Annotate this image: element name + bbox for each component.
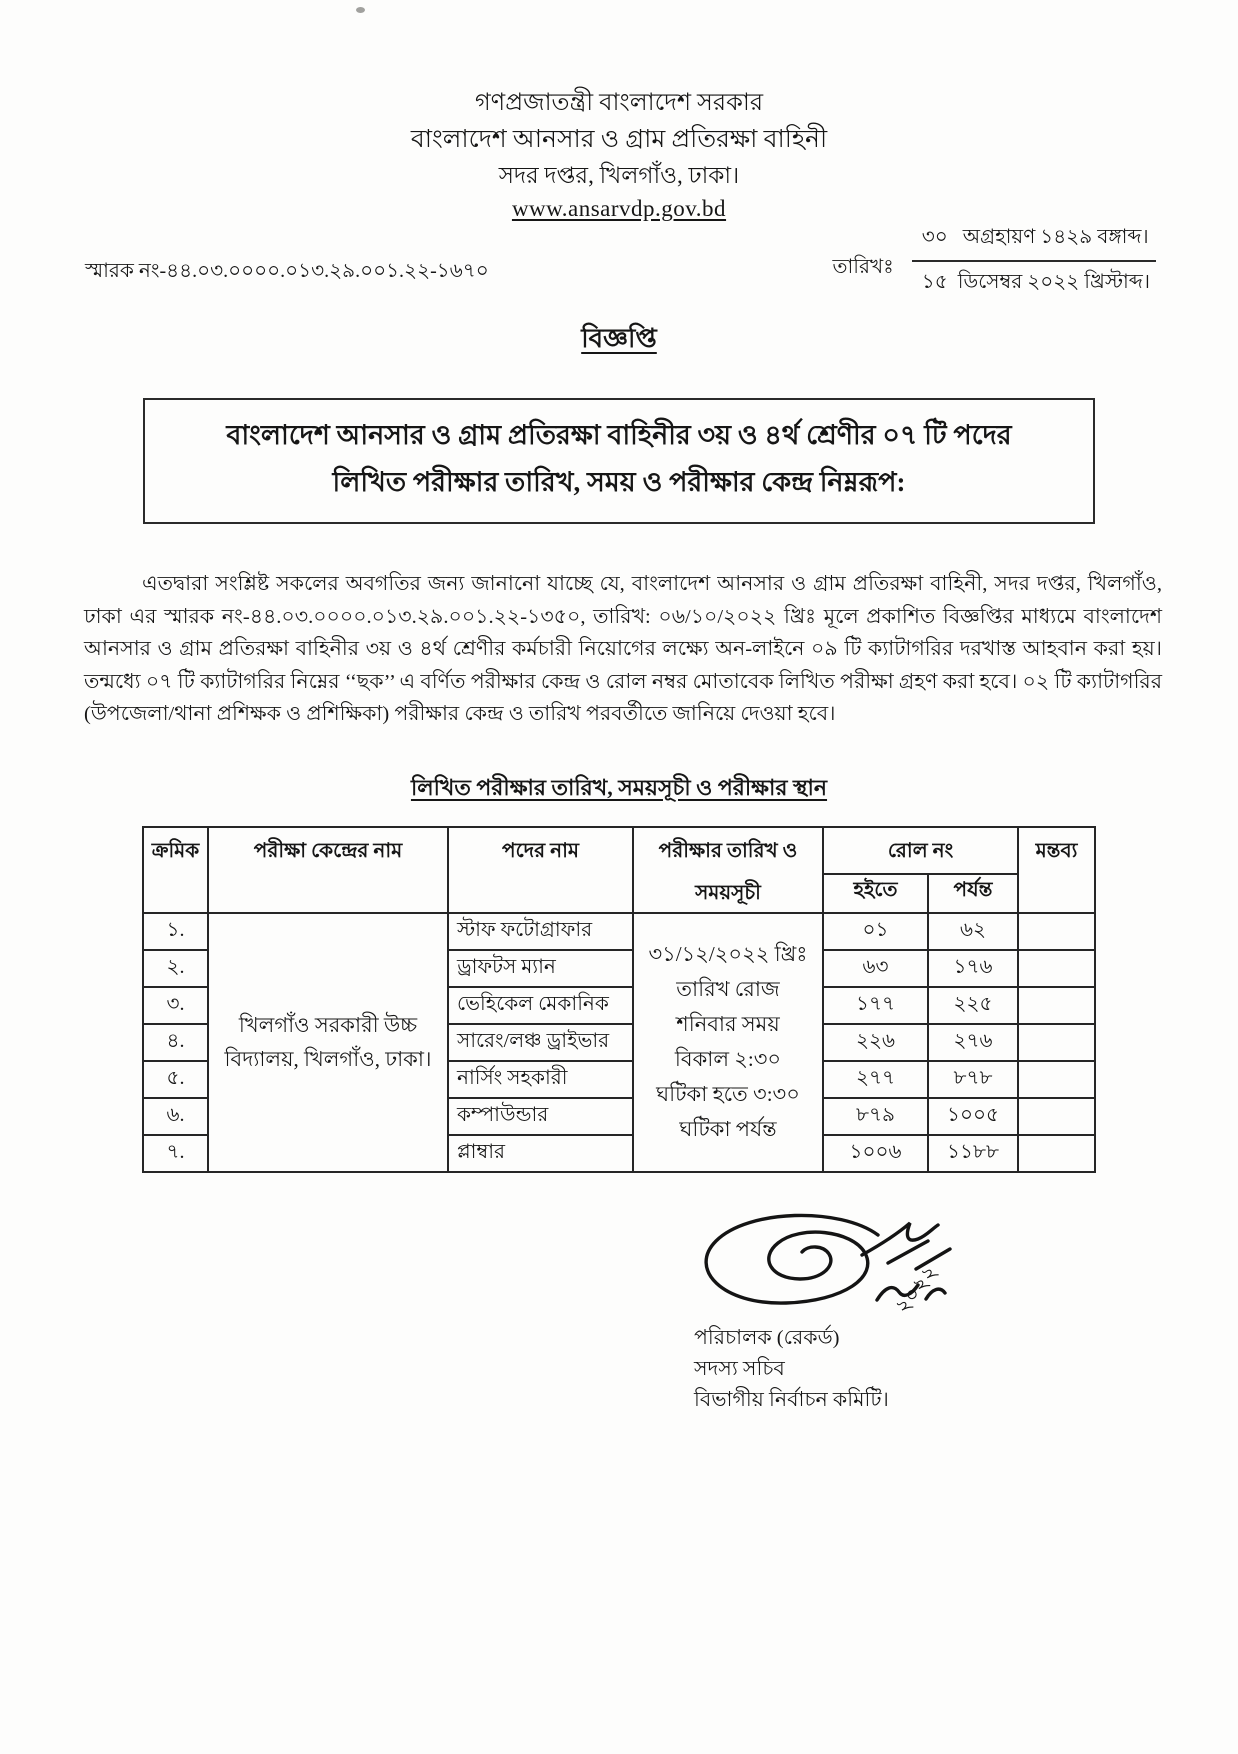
organization-name: বাংলাদেশ আনসার ও গ্রাম প্রতিরক্ষা বাহিনী <box>410 126 828 153</box>
roll-to-cell: ২৭৬ <box>928 1024 1018 1061</box>
memo-number: স্মারক নং-৪৪.০৩.০০০০.০১৩.২৯.০০১.২২-১৬৭০ <box>85 260 489 282</box>
date-label: তারিখঃ <box>832 255 894 278</box>
post-name-cell: ড্রাফটস ম্যান <box>448 950 633 987</box>
header-roll: রোল নং <box>823 827 1018 874</box>
notice-title: বিজ্ঞপ্তি <box>581 324 657 353</box>
roll-from-cell: ২২৬ <box>823 1024 928 1061</box>
schedule-cell: ৩১/১২/২০২২ খ্রিঃ তারিখ রোজ শনিবার সময় বিকাল ২:৩০ ঘটিকা হতে ৩:৩০ ঘটিকা পর্যন্ত <box>633 913 823 1172</box>
post-name-cell: কম্পাউন্ডার <box>448 1098 633 1135</box>
post-name-cell: ভেহিকেল মেকানিক <box>448 987 633 1024</box>
date-block <box>832 222 1156 300</box>
header-roll-from: হইতে <box>823 874 928 913</box>
subject-line-1: বাংলাদেশ আনসার ও গ্রাম প্রতিরক্ষা বাহিনীর ৩য় ও ৪র্থ শ্রেণীর ০৭ টি পদের <box>226 420 1012 450</box>
roll-to-cell: ১০০৫ <box>928 1098 1018 1135</box>
signatory-designation <box>694 1323 889 1416</box>
table-section-title: লিখিত পরীক্ষার তারিখ, সময়সূচী ও পরীক্ষার স্থান <box>410 774 828 800</box>
memo-date-row <box>0 226 1238 308</box>
header-post-name: পদের নাম <box>448 827 633 913</box>
header-serial: ক্রমিক <box>143 827 208 913</box>
header-exam-center: পরীক্ষা কেন্দ্রের নাম <box>208 827 448 913</box>
table-header-row-1 <box>143 827 1095 874</box>
post-name-cell: প্লাম্বার <box>448 1135 633 1172</box>
date-stack <box>912 222 1156 300</box>
roll-to-cell: ১৭৬ <box>928 950 1018 987</box>
roll-to-cell: ৮৭৮ <box>928 1061 1018 1098</box>
date-gregorian-calendar: ১৫ ডিসেম্বর ২০২২ খ্রিস্টাব্দ। <box>921 271 1150 293</box>
date-bangla-calendar: ৩০ অগ্রহায়ণ ১৪২৯ বঙ্গাব্দ। <box>912 222 1156 262</box>
remarks-cell <box>1018 987 1095 1024</box>
signature-year: ২০২২ <box>890 1259 943 1318</box>
remarks-cell <box>1018 1098 1095 1135</box>
roll-from-cell: ১০০৬ <box>823 1135 928 1172</box>
post-name-cell: নার্সিং সহকারী <box>448 1061 633 1098</box>
subject-box <box>143 398 1095 524</box>
designation-line-3: বিভাগীয় নির্বাচন কমিটি। <box>694 1388 889 1411</box>
header-remarks: মন্তব্য <box>1018 827 1095 913</box>
header-schedule <box>633 827 823 913</box>
remarks-cell <box>1018 913 1095 950</box>
roll-from-cell: ০১ <box>823 913 928 950</box>
roll-from-cell: ৮৭৯ <box>823 1098 928 1135</box>
remarks-cell <box>1018 1024 1095 1061</box>
subject-line-2: লিখিত পরীক্ষার তারিখ, সময় ও পরীক্ষার কেন্দ্র নিম্নরূপ: <box>332 467 906 497</box>
table-row <box>143 913 1095 950</box>
post-name-cell: সারেং/লঞ্চ ড্রাইভার <box>448 1024 633 1061</box>
designation-line-1: পরিচালক (রেকর্ড) <box>694 1326 840 1349</box>
scan-artifact-dot <box>356 7 365 13</box>
exam-schedule-table <box>142 826 1096 1173</box>
roll-to-cell: ৬২ <box>928 913 1018 950</box>
remarks-cell <box>1018 950 1095 987</box>
roll-from-cell: ২৭৭ <box>823 1061 928 1098</box>
remarks-cell <box>1018 1061 1095 1098</box>
serial-cell: ৩. <box>143 987 208 1024</box>
post-name-cell: স্টাফ ফটোগ্রাফার <box>448 913 633 950</box>
exam-center-cell: খিলগাঁও সরকারী উচ্চ বিদ্যালয়, খিলগাঁও, ঢাকা। <box>208 913 448 1172</box>
serial-cell: ৭. <box>143 1135 208 1172</box>
serial-cell: ৫. <box>143 1061 208 1098</box>
website-url: www.ansarvdp.gov.bd <box>511 196 727 221</box>
signature-block <box>0 1201 1238 1461</box>
serial-cell: ১. <box>143 913 208 950</box>
body-paragraph: এতদ্বারা সংশ্লিষ্ট সকলের অবগতির জন্য জানানো যাচ্ছে যে, বাংলাদেশ আনসার ও গ্রাম প্রতিরক্ষা বাহিনী, সদর দপ্তর, খিলগাঁও, ঢাকা এর স্মারক নং-৪৪.০৩.০০০০.০১৩.২৯.০০১.২২-১৩৫০, তারিখ: ০৬/১০/২০২২ খ্রিঃ মূলে প্রকাশিত বিজ্ঞপ্তির মাধ্যমে বাংলাদেশ আনসার ও গ্রাম প্রতিরক্ষা বাহিনীর ৩য় ও ৪র্থ শ্রেণীর কর্মচারী নিয়োগের লক্ষ্যে অন-লাইনে ০৯ টি ক্যাটাগরির দরখাস্ত আহবান করা হয়। তন্মধ্যে ০৭ টি ক্যাটাগরির নিম্নের ‘‘ছক’’ এ বর্ণিত পরীক্ষার কেন্দ্র ও রোল নম্বর মোতাবেক লিখিত পরীক্ষা গ্রহণ করা হবে। ০২ টি ক্যাটাগরির (উপজেলা/থানা প্রশিক্ষক ও প্রশিক্ষিকা) পরীক্ষার কেন্দ্র ও তারিখ পরবর্তীতে জানিয়ে দেওয়া হবে। <box>84 573 1162 725</box>
designation-line-2: সদস্য সচিব <box>694 1357 785 1380</box>
government-name: গণপ্রজাতন্ত্রী বাংলাদেশ সরকার <box>474 90 764 116</box>
serial-cell: ৬. <box>143 1098 208 1135</box>
roll-to-cell: ১১৮৮ <box>928 1135 1018 1172</box>
roll-to-cell: ২২৫ <box>928 987 1018 1024</box>
header-schedule-line-1: পরীক্ষার তারিখ ও <box>658 839 798 862</box>
signature-scribble <box>652 1203 962 1328</box>
serial-cell: ২. <box>143 950 208 987</box>
remarks-cell <box>1018 1135 1095 1172</box>
header-schedule-line-2: সময়সূচী <box>695 881 761 904</box>
serial-cell: ৪. <box>143 1024 208 1061</box>
roll-from-cell: ১৭৭ <box>823 987 928 1024</box>
header-roll-to: পর্যন্ত <box>928 874 1018 913</box>
roll-from-cell: ৬৩ <box>823 950 928 987</box>
document-header <box>0 0 1238 224</box>
office-address: সদর দপ্তর, খিলগাঁও, ঢাকা। <box>498 163 740 188</box>
